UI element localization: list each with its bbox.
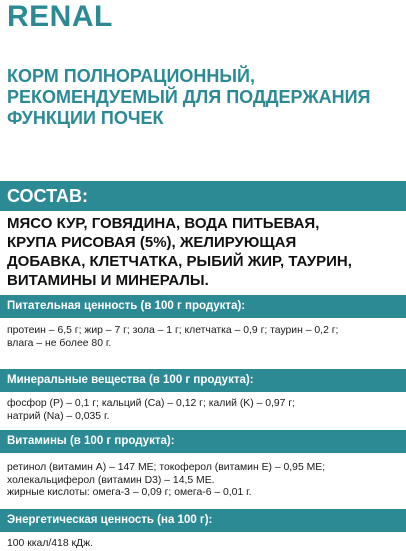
energy-heading-band: Энергетическая ценность (на 100 г): <box>0 509 406 532</box>
vitamins-line: холекальциферол (витамин D3) – 14,5 МЕ. <box>7 474 215 486</box>
composition-line: МЯСО КУР, ГОВЯДИНА, ВОДА ПИТЬЕВАЯ, <box>7 215 320 232</box>
minerals-text <box>7 398 403 423</box>
product-subtitle <box>7 66 399 129</box>
composition-line: ДОБАВКА, КЛЕТЧАТКА, РЫБИЙ ЖИР, ТАУРИН, <box>7 253 352 270</box>
vitamins-line: ретинол (витамин А) – 147 МЕ; токоферол (витамин Е) – 0,95 МЕ; <box>7 462 326 473</box>
nutrition-line: влага – не более 80 г. <box>7 337 112 349</box>
minerals-heading-band: Минеральные вещества (в 100 г продукта): <box>0 369 406 392</box>
subtitle-line: РЕКОМЕНДУЕМЫЙ ДЛЯ ПОДДЕРЖАНИЯ <box>7 87 371 107</box>
vitamins-text <box>7 462 403 500</box>
nutrition-line: протеин – 6,5 г; жир – 7 г; зола – 1 г; клетчатка – 0,9 г; таурин – 0,2 г; <box>7 325 339 336</box>
nutrition-text <box>7 325 403 350</box>
composition-line: КРУПА РИСОВАЯ (5%), ЖЕЛИРУЮЩАЯ <box>7 234 297 251</box>
minerals-line: натрий (Na) – 0,035 г. <box>7 410 110 422</box>
subtitle-line: КОРМ ПОЛНОРАЦИОННЫЙ, <box>7 66 255 86</box>
minerals-line: фосфор (P) – 0,1 г; кальций (Ca) – 0,12 г; калий (K) – 0,97 г; <box>7 398 296 409</box>
energy-text <box>7 538 403 551</box>
composition-text <box>7 214 403 290</box>
energy-line: 100 ккал/418 кДж. <box>7 538 93 549</box>
vitamins-heading-band: Витамины (в 100 г продукта): <box>0 430 406 453</box>
subtitle-line: ФУНКЦИИ ПОЧЕК <box>7 108 164 128</box>
nutrition-heading-band: Питательная ценность (в 100 г продукта): <box>0 295 406 318</box>
composition-line: ВИТАМИНЫ И МИНЕРАЛЫ. <box>7 272 209 289</box>
composition-heading-band: СОСТАВ: <box>0 181 406 211</box>
vitamins-line: жирные кислоты: омега-3 – 0,09 г; омега-6 – 0,01 г. <box>7 487 252 498</box>
brand-title: RENAL <box>7 0 113 33</box>
